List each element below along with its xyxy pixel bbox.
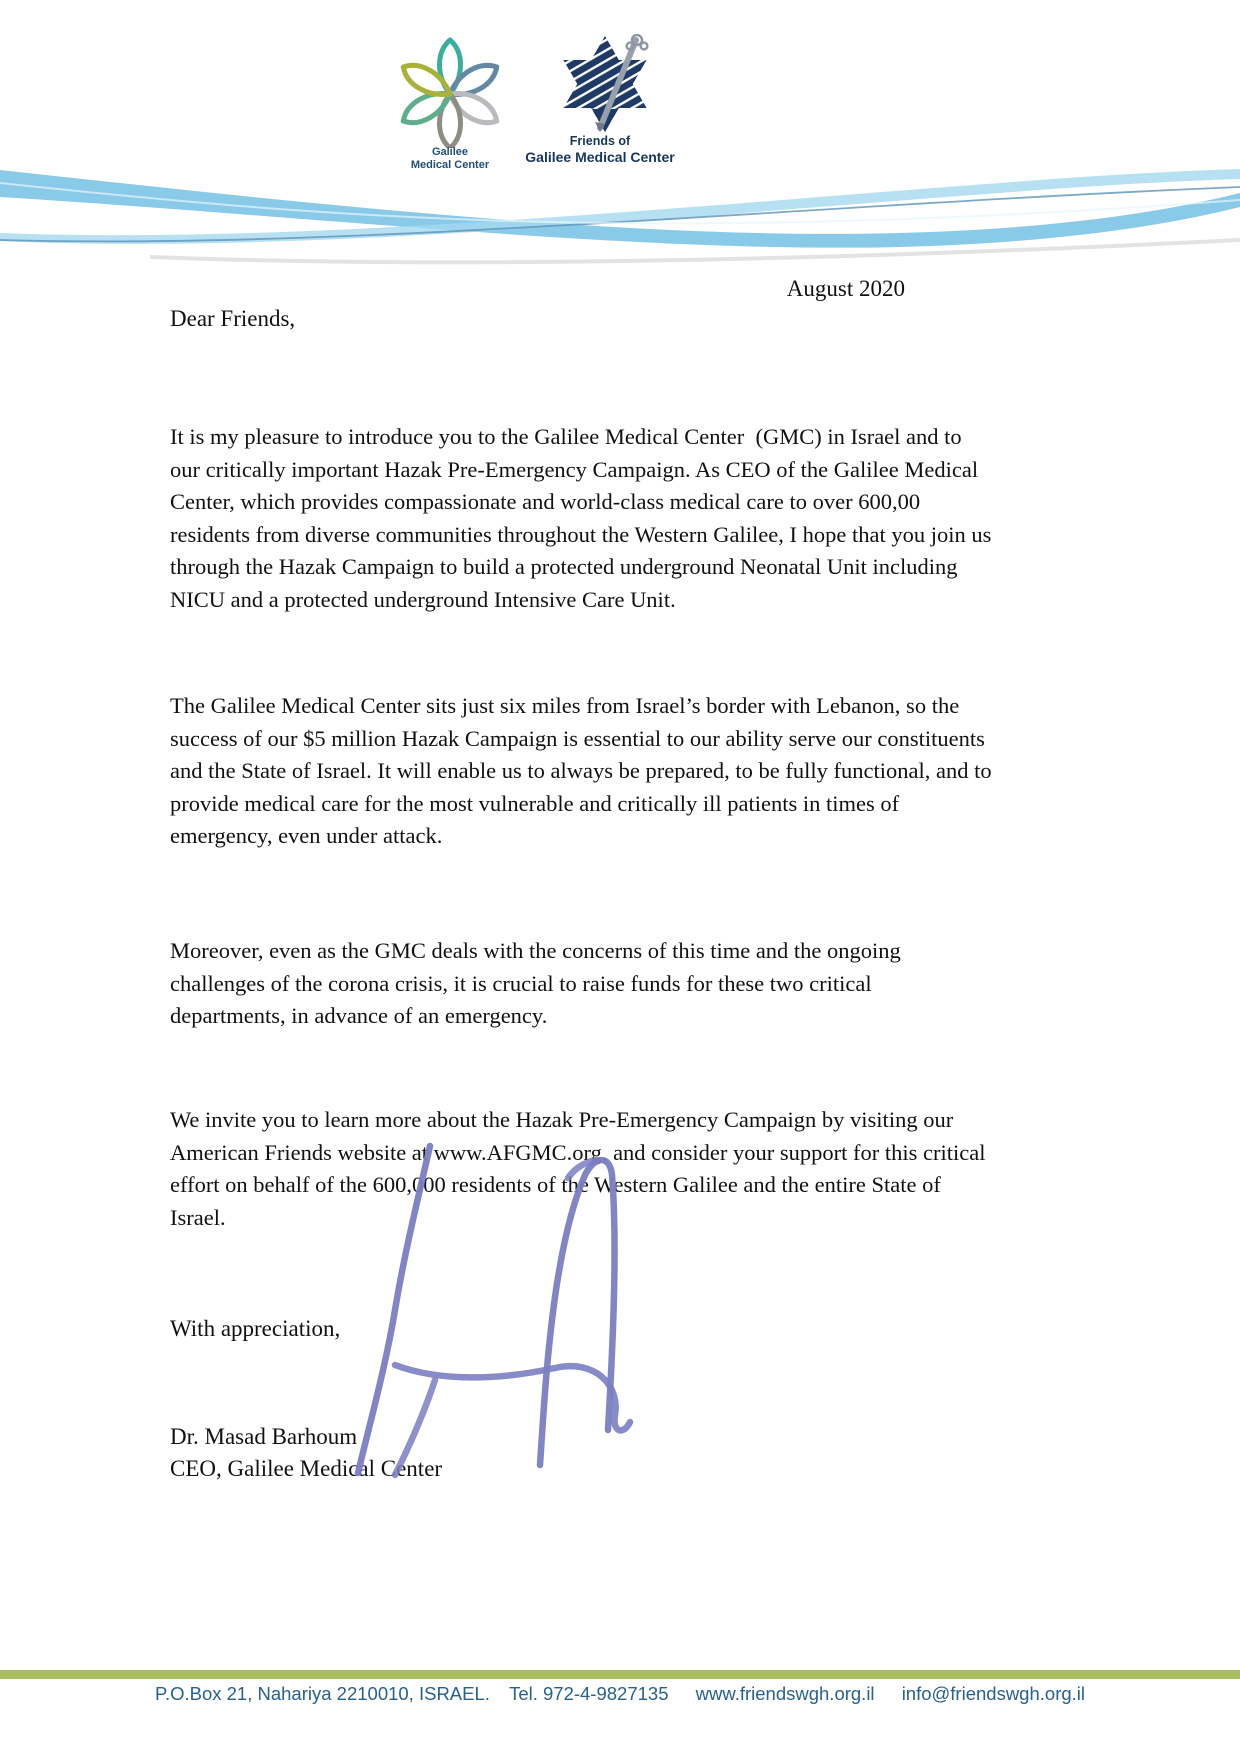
letter-salutation: Dear Friends, (170, 306, 296, 331)
friends-logo (548, 34, 663, 134)
body-paragraph-1: It is my pleasure to introduce you to the Galilee Medical Center (GMC) in Israel and to our critically important Hazak Pre-Emergency Campaign. As CEO of the Galilee Medical Center, which provides compassionate and world-class medical care to over 600,00 residents from diverse communities throughout the Western Galilee, I hope that you join us through the Hazak Campaign to build a protected underground Neonatal Unit including NICU and a protected underground Intensive Care Unit. (170, 424, 997, 612)
star-of-david-icon (548, 34, 663, 134)
friends-logo-label-line1: Friends of (569, 134, 631, 148)
body-paragraph-3: Moreover, even as the GMC deals with the concerns of this time and the ongoing challenges of the corona crisis, it is crucial to raise funds for these two critical departments, in advance of an emergency. (170, 938, 907, 1028)
footer-contact-line (0, 1683, 1240, 1705)
letter-closing: With appreciation, (170, 1316, 341, 1341)
footer-website: www.friendswgh.org.il (695, 1683, 875, 1704)
signer-name: Dr. Masad Barhoum (170, 1424, 358, 1449)
gmc-logo (388, 36, 512, 148)
footer-phone: Tel. 972-4-9827135 (509, 1683, 669, 1704)
gmc-logo-label-line1: Galilee (431, 146, 469, 158)
signer-title: CEO, Galilee Medical Center (170, 1456, 443, 1481)
letter-date: August 2020 (786, 276, 905, 301)
signature-ink (350, 1128, 640, 1490)
flower-icon (388, 36, 512, 148)
footer-address: P.O.Box 21, Nahariya 2210010, ISRAEL. (154, 1683, 490, 1704)
body-paragraph-2: The Galilee Medical Center sits just six miles from Israel’s border with Lebanon, so the success of our $5 million Hazak Campaign is essential to our ability serve our constituents and the State of Israel. It will enable us to always be prepared, to be fully functional, and to provide medical care for the most vulnerable and critically ill patients in times of emergency, even under attack. (170, 693, 998, 848)
header-wave-graphic (0, 145, 1240, 275)
friends-logo-label-line2: Galilee Medical Center (525, 149, 675, 165)
footer-divider-bar (0, 1670, 1240, 1679)
body-paragraph-4: We invite you to learn more about the Hazak Pre-Emergency Campaign by visiting our American Friends website at www.AFGMC.org, and consider your support for this critical effort on behalf of the 600,000 residents of the Western Galilee and the entire State of Israel. (170, 1107, 992, 1230)
footer-email: info@friendswgh.org.il (901, 1683, 1085, 1704)
gmc-logo-label-line2: Medical Center (410, 159, 490, 171)
